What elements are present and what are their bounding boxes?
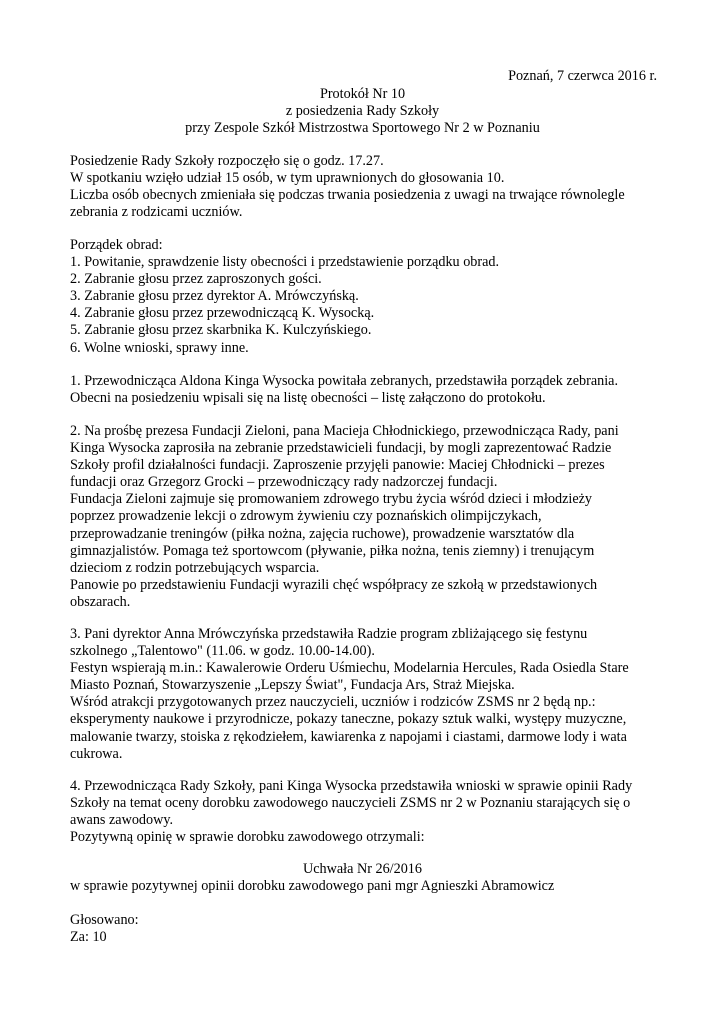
text-line: Festyn wspierają m.in.: Kawalerowie Orderu Uśmiechu, Modelarnia Hercules, Rada Osiedla Stare bbox=[70, 660, 629, 677]
agenda-item: 5. Zabranie głosu przez skarbnika K. Kulczyńskiego. bbox=[70, 322, 372, 339]
agenda-item: 3. Zabranie głosu przez dyrektor A. Mrówczyńską. bbox=[70, 288, 359, 305]
item-2-paragraph bbox=[70, 423, 670, 611]
text-line: w sprawie pozytywnej opinii dorobku zawodowego pani mgr Agnieszki Abramowicz bbox=[70, 878, 555, 894]
text-line: Panowie po przedstawieniu Fundacji wyrazili chęć współpracy ze szkołą w przedstawionych bbox=[70, 576, 598, 593]
text-line: szkolnego „Talentowo" (11.06. w godz. 10.00-14.00). bbox=[70, 643, 375, 660]
document-date: Poznań, 7 czerwca 2016 r. bbox=[508, 68, 657, 84]
text-line: cukrowa. bbox=[70, 745, 123, 762]
text-line: Obecni na posiedzeniu wpisali się na listę obecności – listę załączono do protokołu. bbox=[70, 390, 546, 407]
item-1-paragraph bbox=[70, 373, 670, 407]
text-line: Liczba osób obecnych zmieniała się podczas trwania posiedzenia z uwagi na trwające równolegle bbox=[70, 187, 625, 204]
text-line: Szkoły profil działalności fundacji. Zaproszenie przyjęli panowie: Maciej Chłodnicki – prezes bbox=[70, 457, 605, 474]
item-3-paragraph bbox=[70, 626, 670, 763]
document-subtitle: przy Zespole Szkół Mistrzostwa Sportowego Nr 2 w Poznaniu bbox=[185, 120, 540, 136]
text-line: 2. Na prośbę prezesa Fundacji Zieloni, pana Macieja Chłodnickiego, przewodnicząca Rady, pani bbox=[70, 423, 619, 439]
resolution-title: Uchwała Nr 26/2016 bbox=[303, 861, 422, 877]
item-4-paragraph bbox=[70, 778, 670, 846]
text-line: 4. Przewodnicząca Rady Szkoły, pani Kinga Wysocka przedstawiła wnioski w sprawie opinii Rady bbox=[70, 778, 633, 794]
text-line: Wśród atrakcji przygotowanych przez nauczycieli, uczniów i rodziców ZSMS nr 2 będą np.: bbox=[70, 694, 596, 711]
text-line: zebrania z rodzicami uczniów. bbox=[70, 204, 243, 221]
text-line: malowanie twarzy, stoiska z rękodziełem, kawiarenka z napojami i ciastami, darmowe lody i wata bbox=[70, 728, 627, 745]
text-line: Fundacja Zieloni zajmuje się promowaniem zdrowego trybu życia wśród dzieci i młodzieży bbox=[70, 491, 593, 508]
agenda-item: 2. Zabranie głosu przez zaproszonych gości. bbox=[70, 271, 322, 288]
text-line: obszarach. bbox=[70, 593, 131, 610]
agenda-item: 1. Powitanie, sprawdzenie listy obecności i przedstawienie porządku obrad. bbox=[70, 254, 500, 271]
intro-paragraph bbox=[70, 153, 670, 221]
agenda-item: 4. Zabranie głosu przez przewodniczącą K. Wysocką. bbox=[70, 305, 375, 322]
vote-label: Głosowano: bbox=[70, 912, 139, 928]
text-line: W spotkaniu wzięło udział 15 osób, w tym uprawnionych do głosowania 10. bbox=[70, 170, 505, 187]
text-line: poprzez prowadzenie lekcji o zdrowym żywieniu czy poznańskich olimpijczykach, bbox=[70, 508, 542, 525]
text-line: 1. Przewodnicząca Aldona Kinga Wysocka powitała zebranych, przedstawiła porządek zebrania. bbox=[70, 373, 619, 389]
text-line: 3. Pani dyrektor Anna Mrówczyńska przedstawiła Radzie program zbliżającego się festynu bbox=[70, 626, 588, 642]
document-subtitle: z posiedzenia Rady Szkoły bbox=[285, 103, 440, 119]
vote-section bbox=[70, 912, 670, 946]
text-line: Miasto Poznań, Stowarzyszenie „Lepszy Świat", Fundacja Ars, Straż Miejska. bbox=[70, 677, 515, 694]
text-line: Kinga Wysocka zaprosiła na zebranie przedstawicieli fundacji, by mogli zaprezentować Radzie bbox=[70, 440, 612, 457]
text-line: gimnazjalistów. Pomaga też sportowcom (pływanie, piłka nożna, tenis ziemny) i trenującym bbox=[70, 542, 595, 559]
vote-for-count: Za: 10 bbox=[70, 929, 107, 946]
agenda-item: 6. Wolne wnioski, sprawy inne. bbox=[70, 339, 249, 356]
text-line: Szkoły na temat oceny dorobku zawodowego nauczycieli ZSMS nr 2 w Poznaniu starających się o bbox=[70, 795, 631, 812]
document-title: Protokół Nr 10 bbox=[319, 86, 406, 102]
agenda-list bbox=[70, 237, 670, 357]
text-line: eksperymenty naukowe i przyrodnicze, pokazy taneczne, pokazy sztuk walki, występy muzyczne, bbox=[70, 711, 627, 728]
text-line: awans zawodowy. bbox=[70, 812, 174, 829]
text-line: fundacji oraz Grzegorz Grocki – przewodniczący rady nadzorczej fundacji. bbox=[70, 474, 498, 491]
resolution-subject bbox=[70, 878, 670, 895]
text-line: dzieciom z rodzin potrzebujących wsparcia. bbox=[70, 559, 320, 576]
text-line: Posiedzenie Rady Szkoły rozpoczęło się o godz. 17.27. bbox=[70, 153, 384, 169]
text-line: przeprowadzanie treningów (piłka nożna, zajęcia ruchowe), prowadzenie warsztatów dla bbox=[70, 525, 575, 542]
text-line: Pozytywną opinię w sprawie dorobku zawodowego otrzymali: bbox=[70, 829, 425, 846]
agenda-heading: Porządek obrad: bbox=[70, 237, 163, 253]
